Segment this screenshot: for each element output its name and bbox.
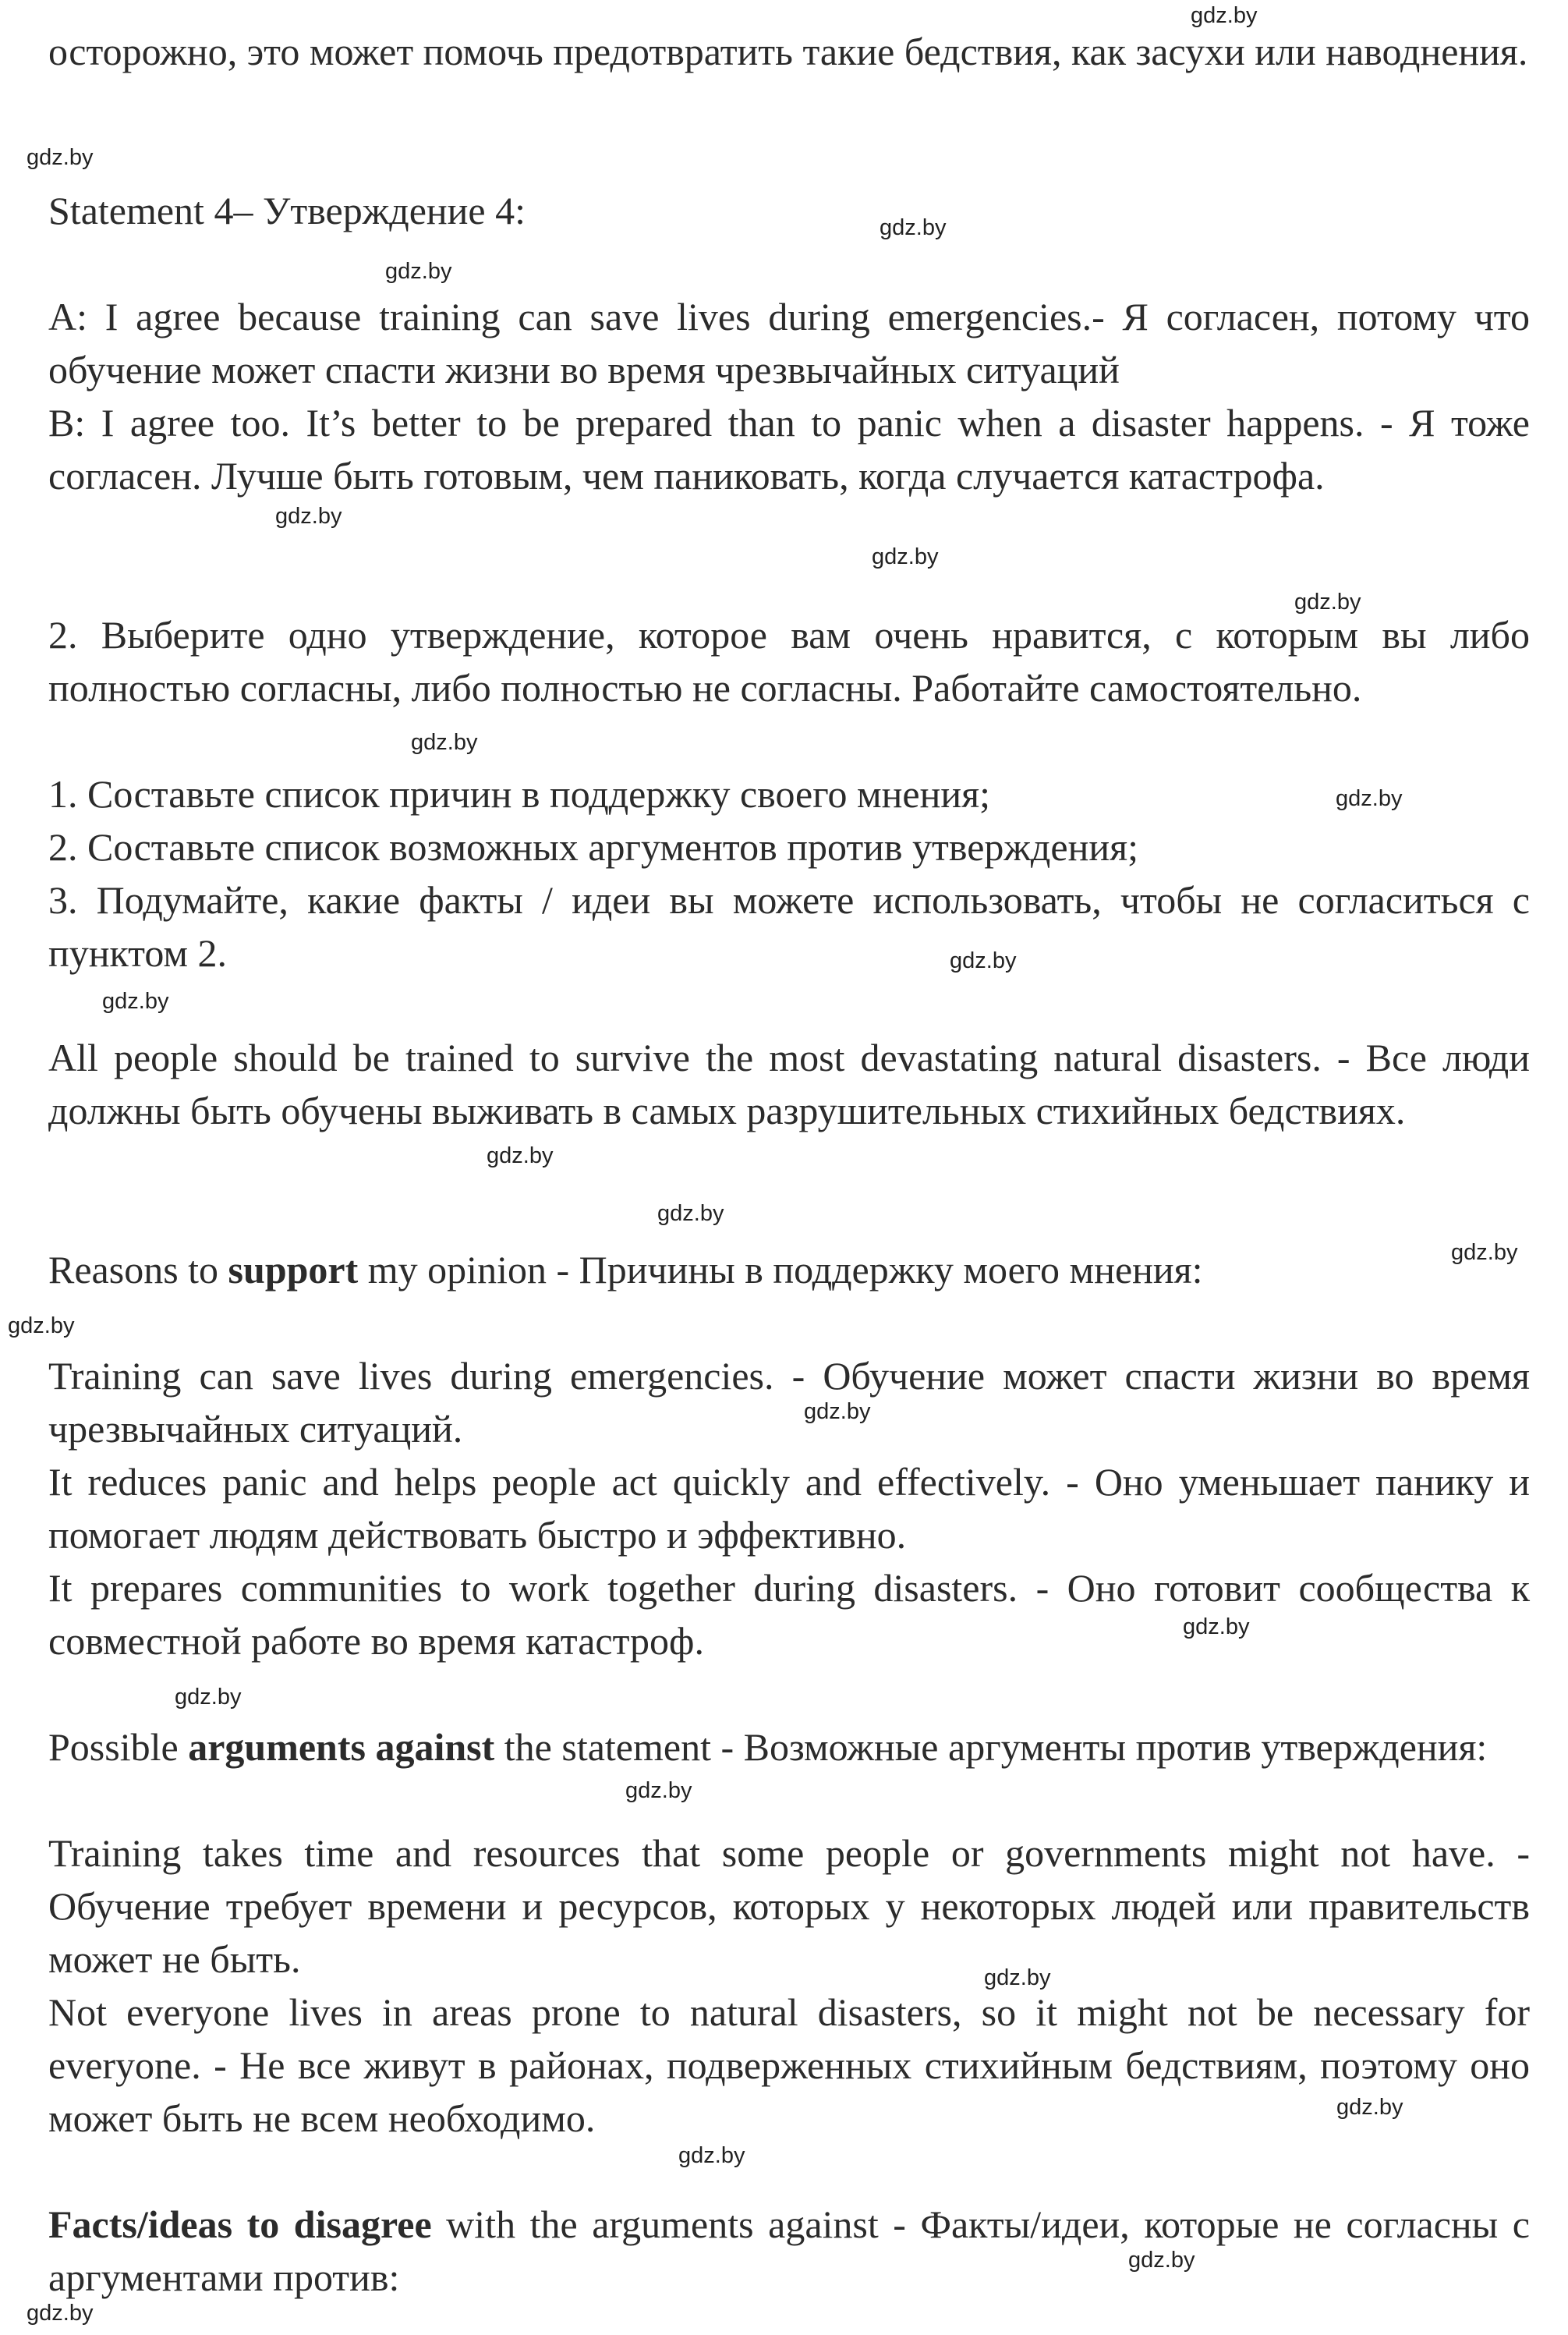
- watermark: gdz.by: [1336, 2095, 1403, 2120]
- watermark: gdz.by: [27, 2301, 94, 2326]
- watermark: gdz.by: [804, 1399, 871, 1424]
- watermark: gdz.by: [175, 1685, 242, 1710]
- reason-1: Training can save lives during emergencies. - Обучение может спасти жизни во время чрезвычайных ситуаций.: [48, 1354, 1530, 1451]
- watermark: gdz.by: [275, 504, 342, 529]
- task-2-item-2: 2. Составьте список возможных аргументов против утверждения;: [48, 825, 1138, 869]
- watermark: gdz.by: [872, 544, 939, 569]
- task-2-instructions: 2. Выберите одно утверждение, которое вам очень нравится, с которым вы либо полностью согласны, либо полностью не согласны. Работайте самостоятельно.: [48, 613, 1530, 710]
- watermark: gdz.by: [678, 2143, 745, 2168]
- watermark: gdz.by: [880, 215, 947, 240]
- dialog-line-a: A: I agree because training can save lives during emergencies.- Я согласен, потому что обучение может спасти жизни во время чрезвычайных ситуаций: [48, 295, 1530, 392]
- watermark: gdz.by: [1294, 590, 1361, 615]
- watermark: gdz.by: [1336, 786, 1403, 811]
- watermark: gdz.by: [625, 1778, 692, 1803]
- task-2-item-3: 3. Подумайте, какие факты / идеи вы можете использовать, чтобы не согласиться с пунктом 2.: [48, 878, 1530, 975]
- watermark: gdz.by: [984, 1965, 1051, 1990]
- paragraph-continuation: осторожно, это может помочь предотвратить такие бедствия, как засухи или наводнения.: [48, 30, 1528, 73]
- chosen-statement: All people should be trained to survive the most devastating natural disasters. - Все люди должны быть обучены выживать в самых разрушительных стихийных бедствиях.: [48, 1036, 1530, 1132]
- statement-4-heading: Statement 4– Утверждение 4:: [48, 189, 526, 232]
- watermark: gdz.by: [102, 989, 169, 1014]
- watermark: gdz.by: [1183, 1614, 1250, 1639]
- task-2-item-1: 1. Составьте список причин в поддержку своего мнения;: [48, 772, 991, 816]
- reason-2: It reduces panic and helps people act quickly and effectively. - Оно уменьшает панику и помогает людям действовать быстро и эффективно.: [48, 1460, 1530, 1557]
- watermark: gdz.by: [27, 145, 94, 170]
- watermark: gdz.by: [8, 1313, 75, 1338]
- watermark: gdz.by: [1191, 3, 1258, 28]
- dialog-line-b: B: I agree too. It’s better to be prepared than to panic when a disaster happens. - Я тоже согласен. Лучше быть готовым, чем паниковать, когда случается катастрофа.: [48, 401, 1530, 498]
- watermark: gdz.by: [1451, 1240, 1518, 1265]
- argument-against-2: Not everyone lives in areas prone to natural disasters, so it might not be necessary for everyone. - Не все живут в районах, подверженных стихийным бедствиям, поэтому оно может быть не всем необходимо.: [48, 1990, 1530, 2140]
- watermark: gdz.by: [385, 259, 452, 284]
- facts-to-disagree-heading: Facts/ideas to disagree with the arguments against - Факты/идеи, которые не согласны с аргументами против:: [48, 2202, 1530, 2299]
- watermark: gdz.by: [411, 730, 478, 755]
- watermark: gdz.by: [657, 1201, 724, 1226]
- reason-3: It prepares communities to work together during disasters. - Оно готовит сообщества к совместной работе во время катастроф.: [48, 1566, 1530, 1663]
- watermark: gdz.by: [1128, 2248, 1195, 2273]
- watermark: gdz.by: [487, 1143, 554, 1168]
- argument-against-1: Training takes time and resources that some people or governments might not have. - Обучение требует времени и ресурсов, которых у некоторых людей или правительств может не быть.: [48, 1831, 1530, 1981]
- arguments-against-heading: Possible arguments against the statement - Возможные аргументы против утверждения:: [48, 1725, 1488, 1769]
- watermark: gdz.by: [950, 948, 1017, 973]
- reasons-heading: Reasons to support my opinion - Причины в поддержку моего мнения:: [48, 1248, 1203, 1292]
